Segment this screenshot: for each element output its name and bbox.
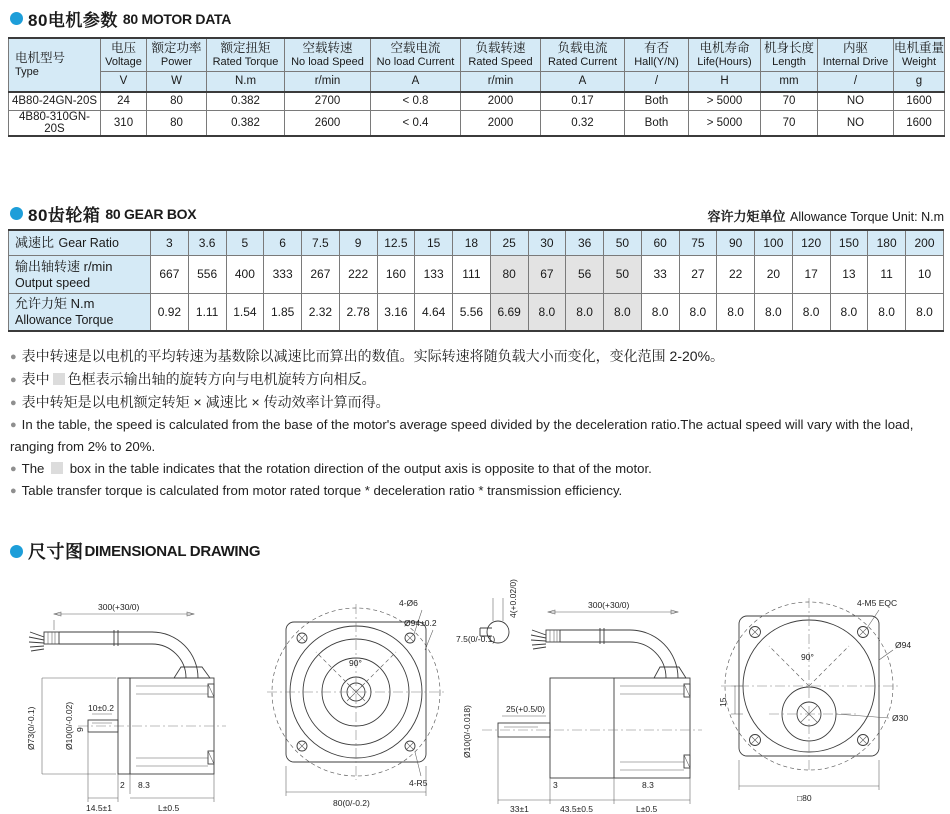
svg-text:4-M5 EQC: 4-M5 EQC	[857, 598, 898, 608]
gear-ratio-row	[9, 230, 944, 255]
gear-ratio-cell: 25	[490, 230, 528, 255]
gearbox-table	[8, 229, 944, 332]
svg-text:Ø30: Ø30	[892, 713, 909, 723]
notes-list	[10, 345, 950, 502]
gear-torque-cell: 0.92	[151, 293, 189, 331]
svg-text:15: 15	[718, 697, 728, 707]
svg-text:90°: 90°	[349, 658, 362, 668]
motor-units-row	[9, 72, 945, 92]
note-line: ● 表中转速是以电机的平均转速为基数除以减速比而算出的数值。实际转速将随负载大小而变化，变化范围 2-20%。	[10, 348, 725, 364]
gear-torque-cell: 2.78	[339, 293, 377, 331]
gear-speed-cell: 56	[566, 255, 604, 293]
unit-cell: g	[894, 72, 945, 92]
flange-outline	[267, 604, 445, 780]
gear-ratio-cell: 5	[226, 230, 264, 255]
col-header-length: 机身长度 Length	[761, 38, 818, 72]
gear-speed-cell: 333	[264, 255, 302, 293]
gear-torque-cell: 8.0	[641, 293, 679, 331]
gear-speed-cell: 667	[151, 255, 189, 293]
motor-data-cell: 70	[761, 92, 818, 111]
gear-title-en: 80 GEAR BOX	[105, 205, 197, 222]
note-bullet-icon: ●	[10, 419, 17, 431]
motor-data-cell: 1600	[894, 111, 945, 137]
svg-text:L±0.5: L±0.5	[158, 803, 180, 813]
motor-data-cell: 1600	[894, 92, 945, 111]
note-bullet-icon: ●	[10, 485, 17, 497]
gear-title-cn: 80齿轮箱	[28, 206, 101, 225]
gear-ratio-cell: 180	[868, 230, 906, 255]
motor-data-cell: 0.382	[207, 111, 285, 137]
gear-torque-cell: 6.69	[490, 293, 528, 331]
col-header-noload-speed: 空载转速 No load Speed	[285, 38, 371, 72]
gear-ratio-cell: 100	[755, 230, 793, 255]
svg-text:□80: □80	[797, 793, 812, 803]
motor-data-cell: 24	[101, 92, 147, 111]
gray-box-swatch	[51, 462, 63, 474]
gear-torque-cell: 8.0	[566, 293, 604, 331]
gear-speed-cell: 400	[226, 255, 264, 293]
col-header-rated-current: 负载电流 Rated Current	[541, 38, 625, 72]
unit-cell: r/min	[461, 72, 541, 92]
gear-ratio-cell: 15	[415, 230, 453, 255]
gear-ratio-cell: 200	[906, 230, 944, 255]
motor-body-outline	[78, 678, 226, 774]
col-header-rated-speed: 负载转速 Rated Speed	[461, 38, 541, 72]
motor-data-table	[8, 37, 945, 137]
motor-data-cell: Both	[625, 92, 689, 111]
svg-text:Ø10(0/-0.018): Ø10(0/-0.018)	[462, 705, 472, 758]
gear-speed-cell: 267	[302, 255, 340, 293]
svg-text:33±1: 33±1	[510, 804, 529, 814]
flange-outline	[721, 598, 899, 770]
dims-title-en: DIMENSIONAL DRAWING	[84, 542, 261, 560]
motor-data-row	[9, 111, 945, 137]
dimensional-drawings	[24, 574, 950, 814]
gear-torque-cell: 4.64	[415, 293, 453, 331]
gear-ratio-cell: 120	[792, 230, 830, 255]
gray-box-swatch	[53, 373, 65, 385]
gear-ratio-cell: 3	[151, 230, 189, 255]
svg-text:25(+0.5/0): 25(+0.5/0)	[506, 704, 545, 714]
gear-torque-cell: 8.0	[717, 293, 755, 331]
motor-data-cell: > 5000	[689, 92, 761, 111]
gear-ratio-cell: 75	[679, 230, 717, 255]
gearmotor-body-outline	[482, 678, 702, 778]
gear-torque-cell: 1.11	[188, 293, 226, 331]
col-header-hall: 有否 Hall(Y/N)	[625, 38, 689, 72]
gear-speed-cell: 133	[415, 255, 453, 293]
unit-cell: H	[689, 72, 761, 92]
svg-text:300(+30/0): 300(+30/0)	[98, 602, 140, 612]
allowance-torque-label: 允许力矩 N.m Allowance Torque	[9, 293, 151, 331]
gear-speed-cell: 111	[453, 255, 491, 293]
gear-ratio-cell: 12.5	[377, 230, 415, 255]
motor-data-cell: 2000	[461, 111, 541, 137]
gear-torque-cell: 8.0	[679, 293, 717, 331]
torque-unit-note: 容许力矩单位 Allowance Torque Unit: N.m	[707, 209, 944, 224]
gear-speed-cell: 17	[792, 255, 830, 293]
svg-text:Ø94: Ø94	[895, 640, 912, 650]
gear-speed-cell: 160	[377, 255, 415, 293]
gear-speed-cell: 67	[528, 255, 566, 293]
note-line: ● 表中转矩是以电机额定转矩 × 减速比 × 传动效率计算而得。	[10, 394, 390, 410]
svg-text:Ø73(0/-0.1): Ø73(0/-0.1)	[26, 706, 36, 750]
motor-section-title	[10, 6, 950, 31]
svg-text:4-Ø6: 4-Ø6	[399, 598, 418, 608]
svg-text:14.5±1: 14.5±1	[86, 803, 112, 813]
svg-text:8.3: 8.3	[642, 780, 654, 790]
note-bullet-icon: ●	[10, 397, 17, 409]
motor-header-row	[9, 38, 945, 72]
motor-data-cell: < 0.8	[371, 92, 461, 111]
gear-speed-cell: 80	[490, 255, 528, 293]
motor-data-cell: 80	[147, 92, 207, 111]
gear-speed-cell: 20	[755, 255, 793, 293]
note-line: ● Table transfer torque is calculated from motor rated torque * deceleration ratio * transmission efficiency.	[10, 483, 623, 498]
motor-data-cell: 310	[101, 111, 147, 137]
gear-torque-cell: 8.0	[868, 293, 906, 331]
unit-cell: r/min	[285, 72, 371, 92]
gear-ratio-cell: 36	[566, 230, 604, 255]
allowance-torque-row	[9, 293, 944, 331]
cable-dimension	[548, 600, 678, 614]
gear-torque-cell: 5.56	[453, 293, 491, 331]
gear-torque-cell: 8.0	[792, 293, 830, 331]
gear-ratio-cell: 9	[339, 230, 377, 255]
svg-text:2: 2	[120, 780, 125, 790]
gear-torque-cell: 8.0	[830, 293, 868, 331]
svg-text:9: 9	[75, 727, 85, 732]
svg-text:300(+30/0): 300(+30/0)	[588, 600, 630, 610]
note-bullet-icon: ●	[10, 374, 17, 386]
motor-title-cn: 80电机参数	[28, 11, 118, 30]
motor-data-cell: NO	[818, 111, 894, 137]
svg-text:4(+0.02/0): 4(+0.02/0)	[508, 579, 518, 618]
motor-data-cell: 0.32	[541, 111, 625, 137]
gear-ratio-cell: 90	[717, 230, 755, 255]
bullet-dot-icon	[10, 545, 23, 558]
unit-cell: A	[371, 72, 461, 92]
gear-ratio-cell: 18	[453, 230, 491, 255]
gear-speed-cell: 13	[830, 255, 868, 293]
svg-text:90°: 90°	[801, 652, 814, 662]
gear-torque-cell: 8.0	[906, 293, 944, 331]
motor-data-cell: 0.382	[207, 92, 285, 111]
cable-outline	[29, 630, 210, 678]
motor-data-cell: > 5000	[689, 111, 761, 137]
gear-ratio-cell: 150	[830, 230, 868, 255]
drawing-gearbox-front-view	[709, 574, 934, 814]
gear-speed-cell: 22	[717, 255, 755, 293]
gear-speed-cell: 33	[641, 255, 679, 293]
motor-data-cell: 2000	[461, 92, 541, 111]
note-bullet-icon: ●	[10, 463, 17, 475]
svg-text:L±0.5: L±0.5	[636, 804, 658, 814]
key-detail	[456, 579, 518, 644]
output-speed-label: 输出轴转速 r/min Output speed	[9, 255, 151, 293]
svg-text:80(0/-0.2): 80(0/-0.2)	[333, 798, 370, 808]
svg-text:3: 3	[553, 780, 558, 790]
gear-ratio-label: 减速比 Gear Ratio	[9, 230, 151, 255]
gear-torque-cell: 8.0	[604, 293, 642, 331]
motor-data-cell: NO	[818, 92, 894, 111]
gear-torque-cell: 1.85	[264, 293, 302, 331]
bullet-dot-icon	[10, 12, 23, 25]
shaft-dimensions	[462, 704, 546, 758]
motor-data-cell: 0.17	[541, 92, 625, 111]
unit-cell: A	[541, 72, 625, 92]
svg-text:4-R5: 4-R5	[409, 778, 428, 788]
gear-ratio-cell: 50	[604, 230, 642, 255]
svg-text:10±0.2: 10±0.2	[88, 703, 114, 713]
drawing-motor-front-view	[259, 574, 454, 814]
unit-cell: /	[818, 72, 894, 92]
motor-data-cell: 4B80-24GN-20S	[9, 92, 101, 111]
col-header-rated-torque: 额定扭矩 Rated Torque	[207, 38, 285, 72]
motor-data-cell: 2600	[285, 111, 371, 137]
output-speed-row	[9, 255, 944, 293]
unit-cell: /	[625, 72, 689, 92]
gear-ratio-cell: 7.5	[302, 230, 340, 255]
bottom-dimensions	[498, 737, 690, 814]
motor-data-cell: 2700	[285, 92, 371, 111]
gear-ratio-cell: 60	[641, 230, 679, 255]
gear-speed-cell: 50	[604, 255, 642, 293]
dims-section-title	[10, 538, 950, 564]
col-header-life: 电机寿命 Life(Hours)	[689, 38, 761, 72]
bottom-dimensions	[86, 732, 214, 813]
gear-torque-cell: 1.54	[226, 293, 264, 331]
note-bullet-icon: ●	[10, 351, 17, 363]
bullet-dot-icon	[10, 207, 23, 220]
motor-data-cell: < 0.4	[371, 111, 461, 137]
front-labels	[718, 598, 911, 803]
motor-data-cell: 80	[147, 111, 207, 137]
unit-cell: W	[147, 72, 207, 92]
col-header-internal-drive: 内驱 Internal Drive	[818, 38, 894, 72]
svg-text:8.3: 8.3	[138, 780, 150, 790]
motor-data-cell: 4B80-310GN-20S	[9, 111, 101, 137]
col-header-weight: 电机重量 Weight	[894, 38, 945, 72]
dims-title-cn: 尺寸图	[28, 542, 84, 562]
gear-speed-cell: 556	[188, 255, 226, 293]
motor-title-en: 80 MOTOR DATA	[122, 10, 232, 27]
note-line: ● 表中 色框表示输出轴的旋转方向与电机旋转方向相反。	[10, 371, 376, 387]
unit-cell: V	[101, 72, 147, 92]
gear-ratio-cell: 30	[528, 230, 566, 255]
gear-torque-cell: 8.0	[528, 293, 566, 331]
col-header-voltage: 电压 Voltage	[101, 38, 147, 72]
gear-ratio-cell: 6	[264, 230, 302, 255]
drawing-motor-side-view	[24, 574, 259, 814]
gear-torque-cell: 3.16	[377, 293, 415, 331]
motor-data-cell: Both	[625, 111, 689, 137]
gear-speed-cell: 27	[679, 255, 717, 293]
gear-speed-cell: 10	[906, 255, 944, 293]
note-line: ● In the table, the speed is calculated from the base of the motor's average speed divided by the deceleration ratio.The actual speed will vary with the load, ranging from 2% to 20%.	[10, 417, 914, 454]
cable-dimension	[54, 602, 194, 630]
col-header-noload-current: 空载电流 No load Current	[371, 38, 461, 72]
gear-torque-cell: 2.32	[302, 293, 340, 331]
col-header-type: 电机型号 Type	[9, 38, 101, 92]
cable-outline	[531, 628, 686, 678]
drawing-gearmotor-side-view	[454, 574, 709, 814]
gear-speed-cell: 222	[339, 255, 377, 293]
svg-text:43.5±0.5: 43.5±0.5	[560, 804, 594, 814]
svg-text:7.5(0/-0.1): 7.5(0/-0.1)	[456, 634, 496, 644]
unit-cell: mm	[761, 72, 818, 92]
gear-speed-cell: 11	[868, 255, 906, 293]
unit-cell: N.m	[207, 72, 285, 92]
svg-text:Ø10(0/-0.02): Ø10(0/-0.02)	[64, 701, 74, 750]
gear-ratio-cell: 3.6	[188, 230, 226, 255]
gear-torque-cell: 8.0	[755, 293, 793, 331]
note-line: ● The box in the table indicates that the rotation direction of the output axis is opposite to that of the motor.	[10, 461, 652, 476]
motor-data-row	[9, 92, 945, 111]
motor-data-cell: 70	[761, 111, 818, 137]
col-header-power: 额定功率 Power	[147, 38, 207, 72]
svg-text:Ø94±0.2: Ø94±0.2	[404, 618, 437, 628]
front-labels	[286, 598, 437, 808]
